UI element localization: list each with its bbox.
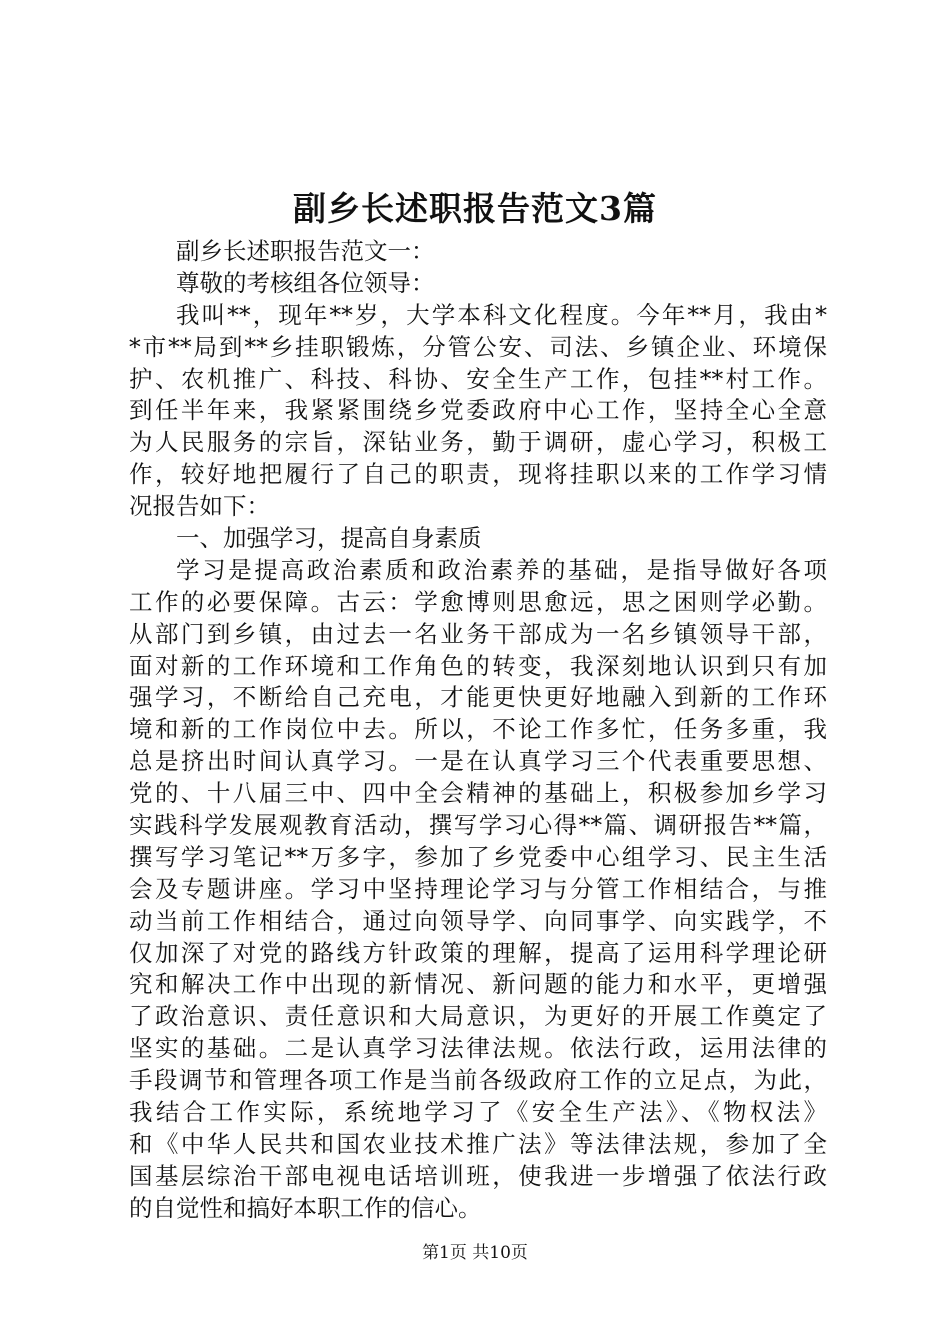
body-line: 了政治意识、责任意识和大局意识，为更好的开展工作奠定了	[129, 1002, 827, 1031]
body-line: 手段调节和管理各项工作是当前各级政府工作的立足点，为此，	[129, 1066, 827, 1095]
page-footer: 第1页 共10页	[422, 1243, 528, 1263]
body-line: 到任半年来，我紧紧围绕乡党委政府中心工作，坚持全心全意	[129, 396, 827, 425]
body-line: 从部门到乡镇，由过去一名业务干部成为一名乡镇领导干部，	[129, 619, 827, 648]
body-line: 实践科学发展观教育活动，撰写学习心得**篇、调研报告**篇，	[129, 811, 827, 840]
body-line: 面对新的工作环境和工作角色的转变，我深刻地认识到只有加	[129, 651, 827, 680]
document-body	[129, 236, 827, 1225]
body-line: 究和解决工作中出现的新情况、新问题的能力和水平，更增强	[129, 970, 827, 999]
body-line: 境和新的工作岗位中去。所以，不论工作多忙，任务多重，我	[129, 715, 827, 744]
body-line: 况报告如下：	[129, 492, 270, 521]
body-line: *市**局到**乡挂职锻炼，分管公安、司法、乡镇企业、环境保	[129, 332, 827, 361]
body-line: 工作的必要保障。古云：学愈博则思愈远，思之困则学必勤。	[129, 587, 827, 616]
body-line: 会及专题讲座。学习中坚持理论学习与分管工作相结合，与推	[129, 874, 827, 903]
body-line: 和《中华人民共和国农业技术推广法》等法律法规，参加了全	[129, 1129, 827, 1158]
body-line: 护、农机推广、科技、科协、安全生产工作，包挂**村工作。	[129, 364, 827, 393]
body-line: 为人民服务的宗旨，深钻业务，勤于调研，虚心学习，积极工	[129, 428, 827, 457]
body-line: 尊敬的考核组各位领导：	[176, 268, 435, 297]
body-line: 一、加强学习，提高自身素质	[176, 524, 482, 553]
body-line: 撰写学习笔记**万多字，参加了乡党委中心组学习、民主生活	[129, 842, 827, 871]
body-line: 总是挤出时间认真学习。一是在认真学习三个代表重要思想、	[129, 747, 827, 776]
body-line: 党的、十八届三中、四中全会精神的基础上，积极参加乡学习	[129, 779, 827, 808]
body-line: 我叫**，现年**岁，大学本科文化程度。今年**月，我由*	[176, 300, 827, 329]
body-line: 仅加深了对党的路线方针政策的理解，提高了运用科学理论研	[129, 938, 827, 967]
body-line: 作，较好地把履行了自己的职责，现将挂职以来的工作学习情	[129, 460, 827, 489]
body-line: 的自觉性和搞好本职工作的信心。	[129, 1193, 482, 1222]
body-line: 坚实的基础。二是认真学习法律法规。依法行政，运用法律的	[129, 1034, 827, 1063]
body-line: 我结合工作实际，系统地学习了《安全生产法》、《物权法》	[129, 1098, 827, 1127]
body-line: 国基层综治干部电视电话培训班，使我进一步增强了依法行政	[129, 1161, 827, 1190]
document-title: 副乡长述职报告范文3篇	[293, 189, 657, 228]
body-line: 动当前工作相结合，通过向领导学、向同事学、向实践学，不	[129, 906, 827, 935]
body-line: 副乡长述职报告范文一：	[176, 237, 435, 265]
body-line: 强学习，不断给自己充电，才能更快更好地融入到新的工作环	[129, 683, 827, 712]
body-line: 学习是提高政治素质和政治素养的基础，是指导做好各项	[176, 555, 827, 584]
